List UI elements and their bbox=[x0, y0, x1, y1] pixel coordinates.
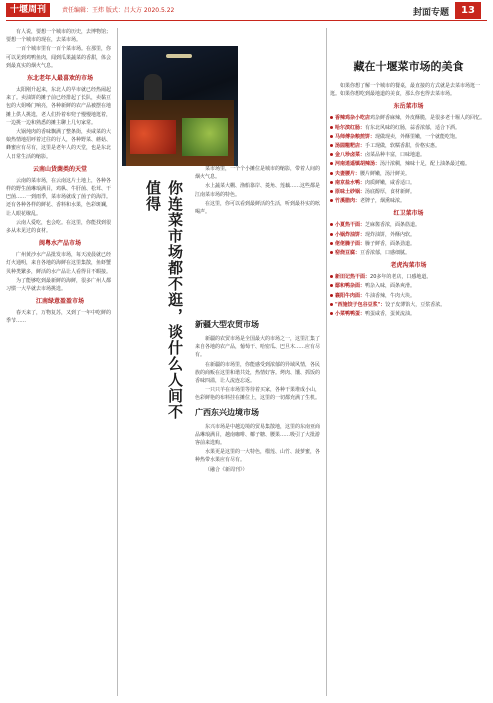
subheading: 红卫菜市场 bbox=[393, 210, 424, 218]
paragraph: 在新疆的市场里，你能感受到浓郁的异域风情，各民族的商贩在这里和谐共处，热情好客。烤肉、馕、抓饭的香味四溢，让人流连忘返。 bbox=[195, 361, 321, 385]
food-item-desc: 有东北风味的红肠，蒜香浓郁，适合下酒。 bbox=[365, 124, 461, 131]
food-item-name: 香辣鸡杂小吃店 bbox=[335, 115, 371, 122]
page-number: 13 bbox=[455, 2, 481, 19]
subheading: 东岳菜市场 bbox=[393, 103, 424, 111]
bullet-icon bbox=[330, 181, 333, 184]
food-item-desc: 老牌子，烟熏味浓。 bbox=[360, 198, 406, 205]
column-middle bbox=[195, 315, 322, 695]
bullet-icon bbox=[330, 294, 333, 297]
continuation-note: （融合《新周刊》） bbox=[205, 466, 248, 473]
item-list bbox=[330, 273, 487, 318]
food-item-desc: 现做现卖，外酥里嫩，一个就能吃饱。 bbox=[375, 133, 461, 140]
column-middle-top bbox=[195, 165, 322, 315]
column-divider bbox=[326, 28, 327, 696]
paragraph: 水果更是这里的一大特色，榴莲、山竹、菠萝蜜，各种热带水果应有尽有。 bbox=[195, 449, 321, 464]
food-item-desc: 豆香浓郁，口感细腻。 bbox=[360, 250, 411, 257]
paragraph: 水上蔬菜大棚、渔船靠岸、菱角、莲藕……这些都是江南菜市场的特色。 bbox=[195, 183, 321, 198]
food-item bbox=[330, 221, 487, 229]
food-item-name: 原味土砂锅： bbox=[335, 189, 366, 196]
food-item-name: 金八珍卤菜： bbox=[335, 152, 366, 159]
food-item bbox=[330, 301, 487, 309]
food-item bbox=[330, 282, 487, 290]
food-item-name: 小菜鸭鸭蛋： bbox=[335, 311, 366, 318]
food-item bbox=[330, 124, 487, 132]
food-item bbox=[330, 160, 487, 168]
subheading: 新疆大型农贸市场 bbox=[195, 320, 259, 329]
food-item-name: 河南逍遥镇胡辣汤： bbox=[335, 161, 381, 168]
food-item-name: 鄢和鸭杂面： bbox=[335, 283, 366, 290]
bullet-icon bbox=[330, 135, 333, 138]
food-item-name: 佬佬臊子面： bbox=[335, 240, 366, 247]
column-divider bbox=[117, 28, 118, 696]
paragraph: 为了能够吃到最新鲜的海鲜，很多广州人都习惯一大早就去市场挑选。 bbox=[6, 277, 112, 293]
food-item-name: 夫妻腰片： bbox=[335, 170, 361, 177]
masthead-logo: 十堰周刊 bbox=[6, 3, 50, 17]
food-item bbox=[330, 197, 487, 205]
paragraph: 一百个城市里有一百个菜市场。在那里，你可以见到鸡鸭鱼肉，闻到瓜果蔬菜的香甜，体会到最真实的烟火气息。 bbox=[6, 46, 112, 69]
paragraph: 春天来了，万物复苏，又到了一年中吃鲜的季节…… bbox=[6, 310, 112, 325]
food-item bbox=[330, 170, 487, 178]
food-item-desc: 鸭蛋咸香，蛋黄流油。 bbox=[365, 311, 416, 318]
bullet-icon bbox=[330, 223, 333, 226]
lamp-shape bbox=[166, 54, 192, 58]
produce-green bbox=[182, 118, 228, 156]
sidebar-title: 藏在十堰菜市场的美食 bbox=[353, 60, 464, 73]
food-item bbox=[330, 292, 487, 300]
bullet-icon bbox=[330, 312, 333, 315]
paragraph: 东兴市场是中越边境的贸易集散地，这里的东南亚商品琳琅满目，越南咖啡、椰子糖、腰果……吸引了大批游客前来选购。 bbox=[195, 423, 321, 447]
item-list bbox=[330, 114, 487, 205]
page-header bbox=[0, 0, 493, 24]
bullet-icon bbox=[330, 199, 333, 202]
paragraph: 在这里，你可以看到最鲜活的生活，听到最朴实的吆喝声。 bbox=[195, 200, 321, 216]
food-item-name: 哈尔滨红肠： bbox=[335, 124, 366, 131]
food-item-desc: 20多年的老店，口感地道。 bbox=[370, 274, 432, 281]
bullet-icon bbox=[330, 153, 333, 156]
food-item-name: 马师傅杂粮煎饼： bbox=[335, 133, 376, 140]
food-item-name: "西施饺子包谷豆浆"： bbox=[335, 301, 386, 308]
food-item bbox=[330, 142, 487, 150]
market-photo bbox=[122, 46, 238, 166]
food-item bbox=[330, 240, 487, 248]
food-item-name: 南京盐水鸭： bbox=[335, 179, 366, 186]
paragraph: 菜市场里，一个个小摊位是城市的缩影，带着人间的烟火气息。 bbox=[195, 166, 321, 181]
editor-meta: 责任编辑：王炜 版式：吕大方 2020.5.22 bbox=[62, 7, 175, 14]
subheading: 广西东兴边境市场 bbox=[195, 407, 259, 417]
food-item-name: 襄阳牛肉面： bbox=[335, 292, 366, 299]
food-item-desc: 鸡杂鲜香麻辣，外皮酥脆，是很多老十堰人的回忆。 bbox=[370, 115, 486, 122]
food-item bbox=[330, 273, 487, 281]
food-item-desc: 手工现做，软糯香甜，价格实惠。 bbox=[365, 143, 441, 150]
food-item-desc: 现炸油饼，外酥内软。 bbox=[365, 231, 416, 238]
bullet-icon bbox=[330, 162, 333, 165]
food-item-name: 窑烧豆腐： bbox=[335, 250, 361, 257]
column-left bbox=[6, 28, 114, 698]
food-item-desc: 鸭杂入味，面条爽滑。 bbox=[365, 283, 416, 290]
food-item-name: 小夏热干面： bbox=[335, 222, 366, 229]
section-title: 封面专题 bbox=[412, 8, 449, 18]
food-item bbox=[330, 114, 487, 122]
bullet-icon bbox=[330, 144, 333, 147]
food-item-desc: 牛油香辣，牛肉大块。 bbox=[365, 292, 416, 299]
food-item-desc: 腰片鲜嫩，汤汁鲜美。 bbox=[360, 170, 411, 177]
paragraph: 新疆的农贸市场是全国最大的市场之一，这里汇集了来自各地的农产品，葡萄干、哈密瓜、巴旦木……应有尽有。 bbox=[195, 336, 321, 359]
food-item-desc: 肉质鲜嫩，咸香适口。 bbox=[365, 179, 416, 186]
food-item-desc: 饺子皮薄馅大，豆浆香浓。 bbox=[385, 301, 446, 308]
food-item bbox=[330, 179, 487, 187]
paragraph: 云南的菜市场，在云南这片土地上，各种各样的野生菌琳琅满目，鸡枞、牛肝菌、松茸、干巴菌……一到雨季，菜市场就成了菌子的海洋。还有各种各样的鲜花、香料和水果，色彩斑斓，让人眼花缭乱。 bbox=[6, 177, 112, 217]
food-item-desc: 芝麻酱香浓，面条筋道。 bbox=[365, 222, 421, 229]
food-item-name: 竹溪腊肉： bbox=[335, 198, 361, 205]
bullet-icon bbox=[330, 116, 333, 119]
bullet-icon bbox=[330, 251, 333, 254]
bullet-icon bbox=[330, 242, 333, 245]
food-item-desc: 汤底醇厚，食材新鲜。 bbox=[365, 189, 416, 196]
column-right bbox=[330, 28, 487, 698]
subheading: 闽粤水产品市场 bbox=[38, 240, 81, 248]
header-rule bbox=[6, 20, 487, 21]
food-item bbox=[330, 188, 487, 196]
food-item-name: 汤圆糍粑店： bbox=[335, 143, 366, 150]
bullet-icon bbox=[330, 233, 333, 236]
subheading: 老虎沟菜市场 bbox=[390, 262, 427, 270]
paragraph: 如果你想了解一个城市的餐桌，最直接的方式就是去菜市场逛一逛。如果你想吃到最地道的美食，那么你也得去菜市场。 bbox=[330, 83, 481, 98]
paragraph: 一只只羊在市场里等待着买家，各种干果堆成小山，色彩鲜艳的布料挂在摊位上，这里的一切都充满了生机。 bbox=[195, 387, 321, 402]
food-item-desc: 汤汁浓稠，辣味十足，配上油条最过瘾。 bbox=[380, 161, 471, 168]
bullet-icon bbox=[330, 284, 333, 287]
paragraph: 广州黄沙水产品批发市场，每天凌晨就已经灯火通明，来自各地的海鲜在这里集散，鱼虾蟹贝种类繁多，鲜活的水产品让人看得目不暇接。 bbox=[6, 252, 112, 275]
food-item-desc: 臊子鲜香，面条劲道。 bbox=[365, 240, 416, 247]
item-list bbox=[330, 221, 487, 257]
food-item-desc: 卤菜品种丰富，口味地道。 bbox=[365, 152, 426, 159]
bullet-icon bbox=[330, 190, 333, 193]
bullet-icon bbox=[330, 172, 333, 175]
bullet-icon bbox=[330, 275, 333, 278]
bullet-icon bbox=[330, 303, 333, 306]
food-item-name: 新田记热干面： bbox=[335, 274, 371, 281]
food-item bbox=[330, 133, 487, 141]
food-item bbox=[330, 231, 487, 239]
bullet-icon bbox=[330, 126, 333, 129]
food-item bbox=[330, 310, 487, 318]
paragraph: 太阳刚升起来，东北人的早市就已经热闹起来了。卖油饼的摊子前已经排起了长队，卖黏豆包的大姐嗓门响亮，各种新鲜的农产品被摆在地摊上供人挑选，老人们拎着布兜子慢慢地逛着，一边挑一边和熟悉的摊主聊上几句家常。 bbox=[6, 87, 112, 126]
subheading: 云南山货菌类的天堂 bbox=[32, 165, 87, 173]
paragraph: 云南人爱吃，也会吃。在这里，你能找到很多从未见过的食材。 bbox=[6, 219, 112, 235]
produce-red bbox=[130, 120, 176, 154]
paragraph: 大锅炖肉的香味飘满了整条街，卖咸菜的大娘热情地招呼着过往的行人，各种野菜、蘑菇、蜂蜜应有尽有，这里是老年人的天堂，也是东北人日常生活的缩影。 bbox=[6, 129, 112, 160]
subheading: 东北老年人最喜欢的市场 bbox=[26, 75, 93, 83]
paragraph: 有人说，要想一个城市的历史，去博物馆；要想一个城市的现在，去菜市场。 bbox=[6, 29, 112, 44]
food-item bbox=[330, 249, 487, 257]
food-item bbox=[330, 151, 487, 159]
food-item-name: 小锅炸油饼： bbox=[335, 231, 366, 238]
main-title: 你连菜市场都不逛，谈什么人间不值得 bbox=[144, 180, 184, 420]
subheading: 江南绿意盈盈市场 bbox=[35, 298, 84, 306]
